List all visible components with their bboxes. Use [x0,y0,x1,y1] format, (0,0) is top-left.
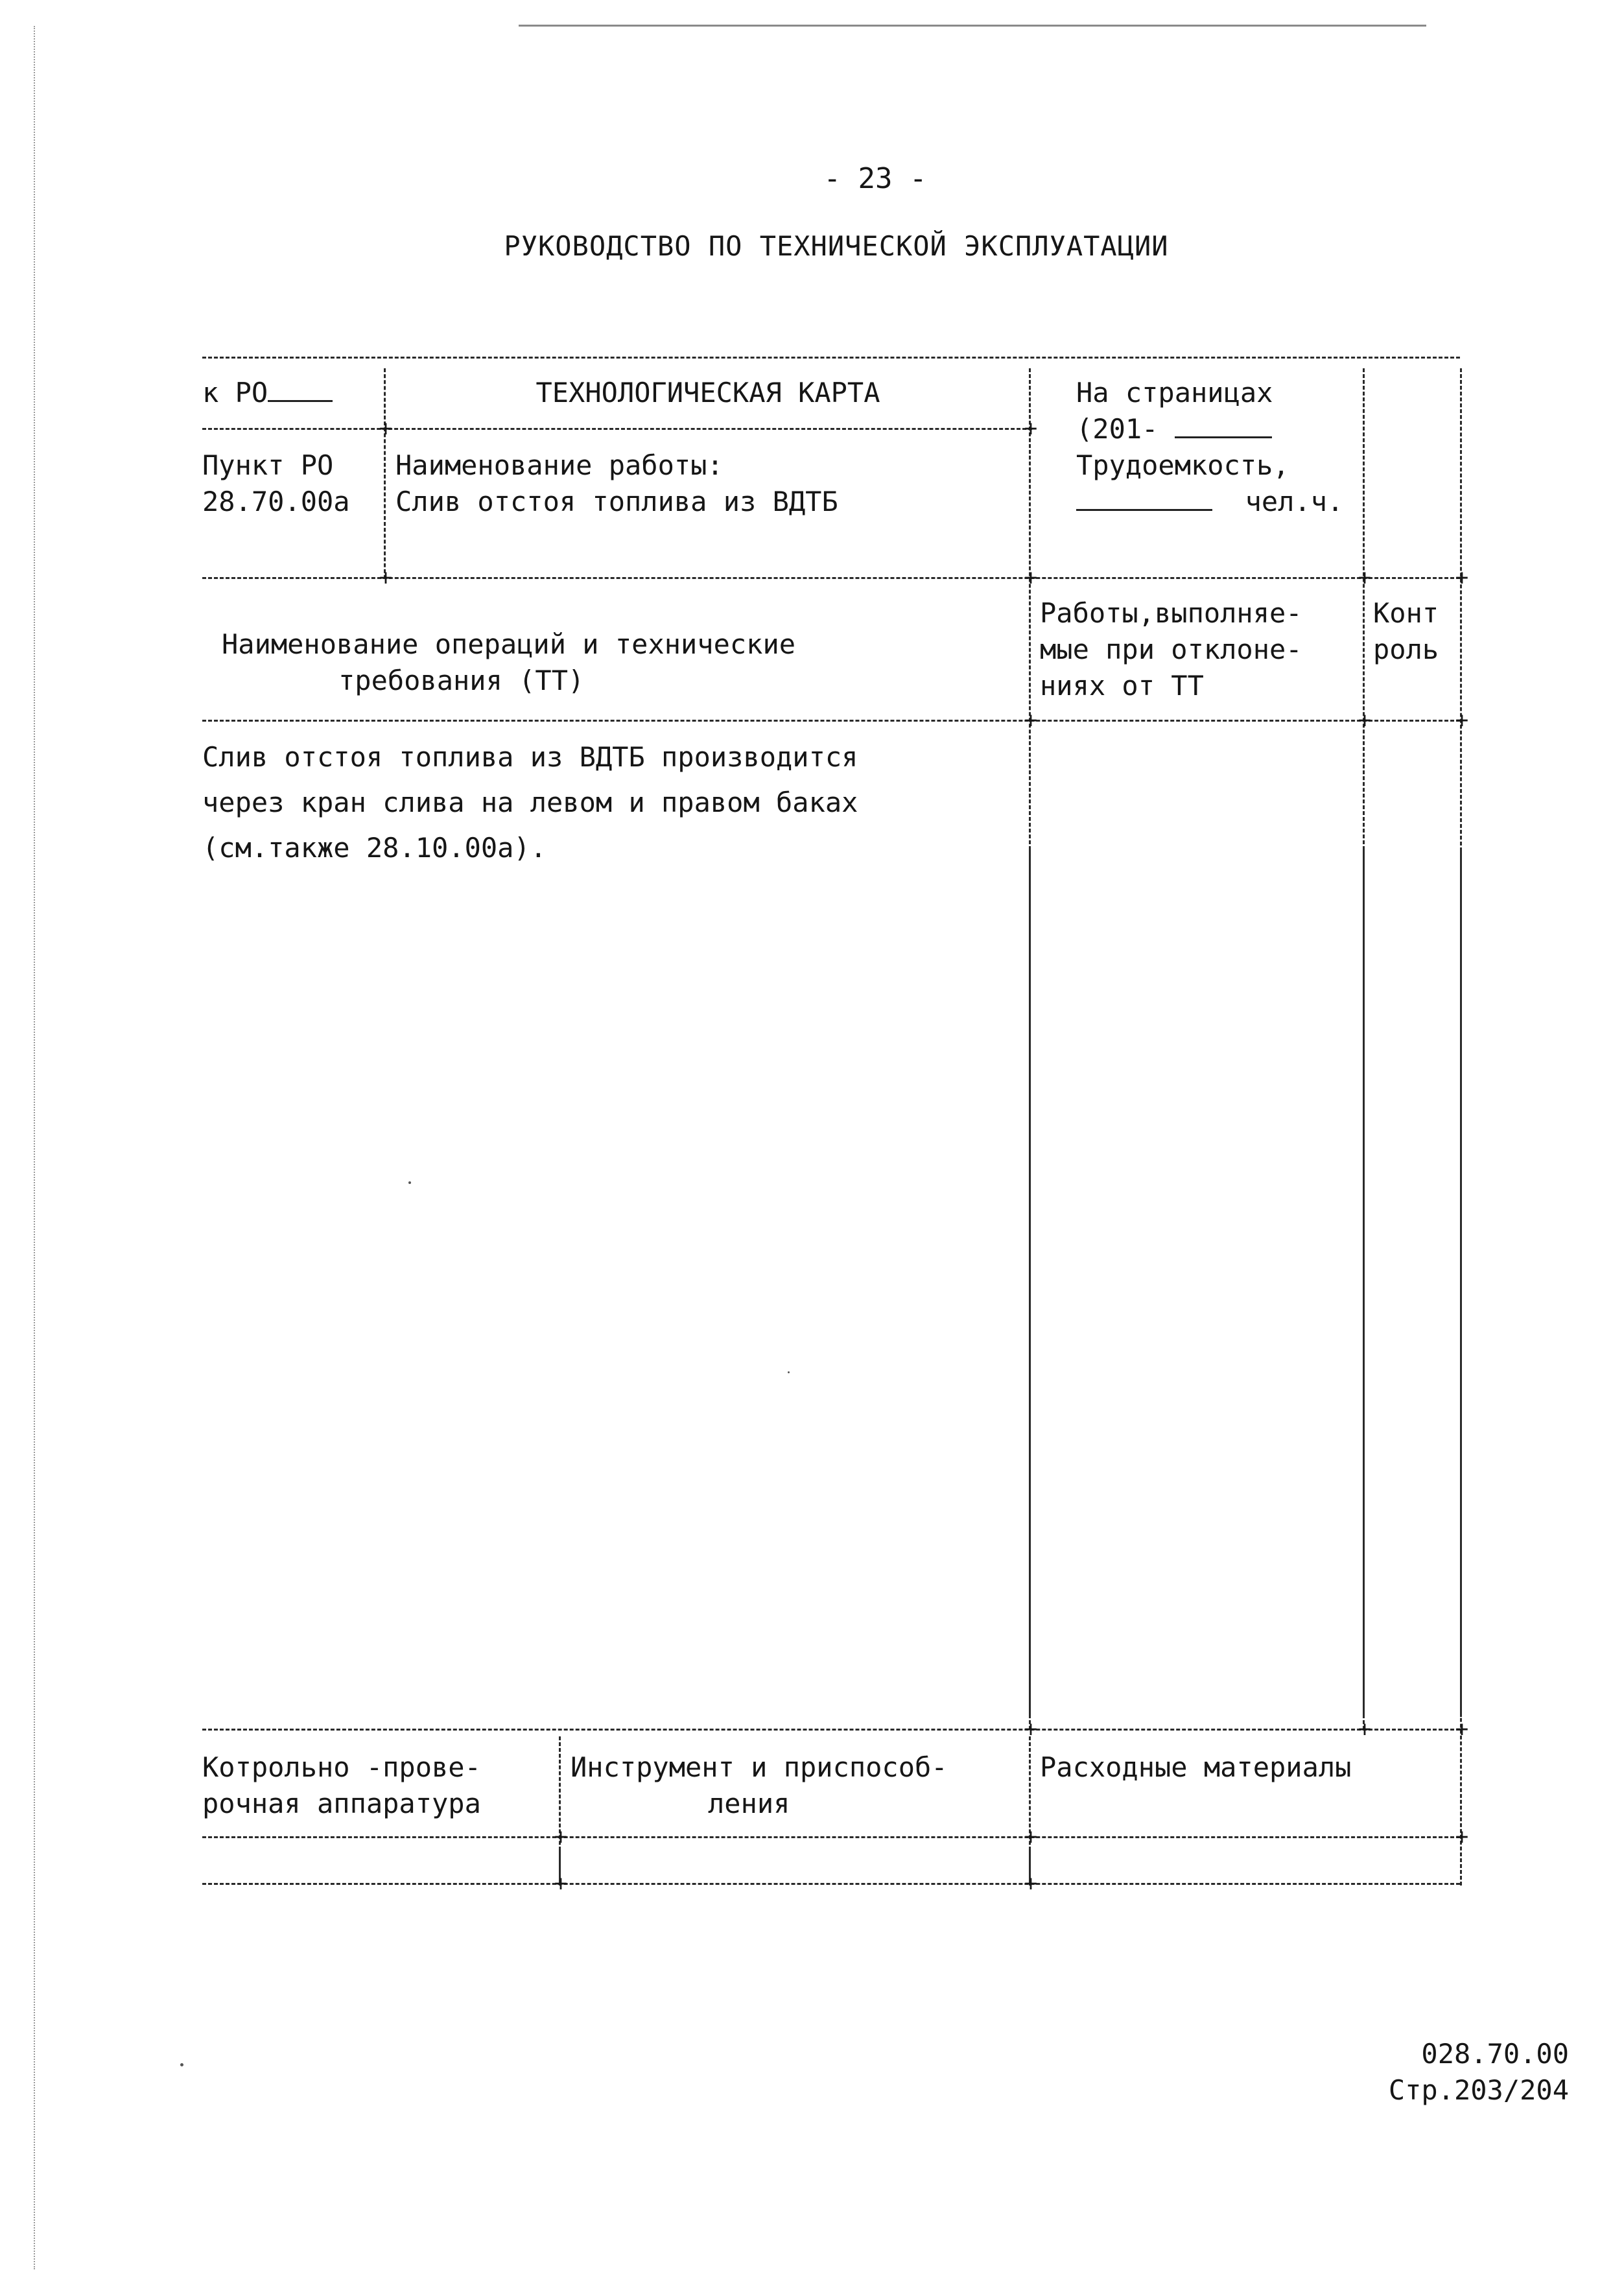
junction-mark: + [1358,707,1372,733]
right-border-solid [1460,848,1462,1717]
junction-mark: + [1455,565,1469,591]
operations-header-line2: требования (ТТ) [338,665,585,696]
materials-header: Расходные материалы [1040,1751,1352,1783]
page-ref: Стр.203/204 [1388,2074,1569,2106]
tools-header-line2: ления [708,1788,790,1819]
body-line-2: через кран слива на левом и правом баках [202,786,858,818]
deviations-header-line1: Работы,выполняе- [1040,597,1302,629]
pages-field [1076,411,1272,447]
junction-mark: + [1024,1871,1038,1897]
work-name-value: Слив отстоя топлива из ВДТБ [395,486,838,517]
labor-blank [1076,486,1212,511]
deviations-header-line2: мые при отклоне- [1040,633,1302,665]
doc-code: 028.70.00 [1421,2038,1569,2070]
footer-header-rule [202,1836,1460,1838]
header-row-rule [202,428,1032,430]
junction-mark: + [1024,416,1038,442]
card-title: ТЕХНОЛОГИЧЕСКАЯ КАРТА [535,377,880,408]
labor-label: Трудоемкость, [1076,449,1289,481]
card-top-rule [202,357,1460,359]
junction-mark: + [1024,1716,1038,1742]
pages-label: На страницах [1076,377,1273,408]
labor-unit: чел.ч. [1245,486,1344,517]
column-header-rule [202,720,1460,722]
junction-mark: + [554,1824,568,1850]
doc-code-block [1284,2036,1569,2109]
scan-edge-artifact [34,26,35,2269]
header-col-divider-1 [384,368,386,579]
junction-mark: + [379,565,393,591]
pages-blank [1175,413,1272,438]
operations-header-line1: Наименование операций и технические [222,628,796,660]
body-line-3: (см.также 28.10.00а). [202,832,547,864]
item-value: 28.70.00а [202,486,350,517]
junction-mark: + [554,1871,568,1897]
pages-value: (201- [1076,413,1159,445]
body-line-1: Слив отстоя топлива из ВДТБ производится [202,741,858,773]
main-col-divider-solid [1029,848,1031,1717]
card-bottom-rule [202,1883,1460,1885]
junction-mark: + [1455,707,1469,733]
deviations-header-line3: ниях от ТТ [1040,670,1204,702]
scan-speck [180,2063,183,2066]
ref-field [202,375,333,411]
junction-mark: + [1024,565,1038,591]
control-header-line1: Конт [1373,597,1439,629]
tools-header-line1: Инструмент и приспособ- [571,1751,948,1783]
scan-top-artifact [519,25,1426,27]
equipment-header-line1: Котрольно -прове- [202,1751,481,1783]
work-name-label: Наименование работы: [395,449,724,481]
labor-field [1076,484,1343,520]
item-label: Пункт РО [202,449,334,481]
page-number: - 23 - [823,162,927,195]
junction-mark: + [1455,1824,1469,1850]
junction-mark: + [1358,565,1372,591]
control-header-line2: роль [1373,633,1439,665]
technological-card [202,355,1469,1897]
ref-label: к РО [202,377,268,408]
junction-mark: + [379,416,393,442]
body-bottom-rule [202,1729,1460,1731]
control-col-divider-solid [1363,848,1365,1717]
junction-mark: + [1455,1716,1469,1742]
equipment-header-line2: рочная аппаратура [202,1788,481,1819]
document-title: РУКОВОДСТВО ПО ТЕХНИЧЕСКОЙ ЭКСПЛУАТАЦИИ [504,230,1169,262]
junction-mark: + [1358,1716,1372,1742]
ref-blank [268,377,333,402]
junction-mark: + [1024,1824,1038,1850]
junction-mark: + [1024,707,1038,733]
